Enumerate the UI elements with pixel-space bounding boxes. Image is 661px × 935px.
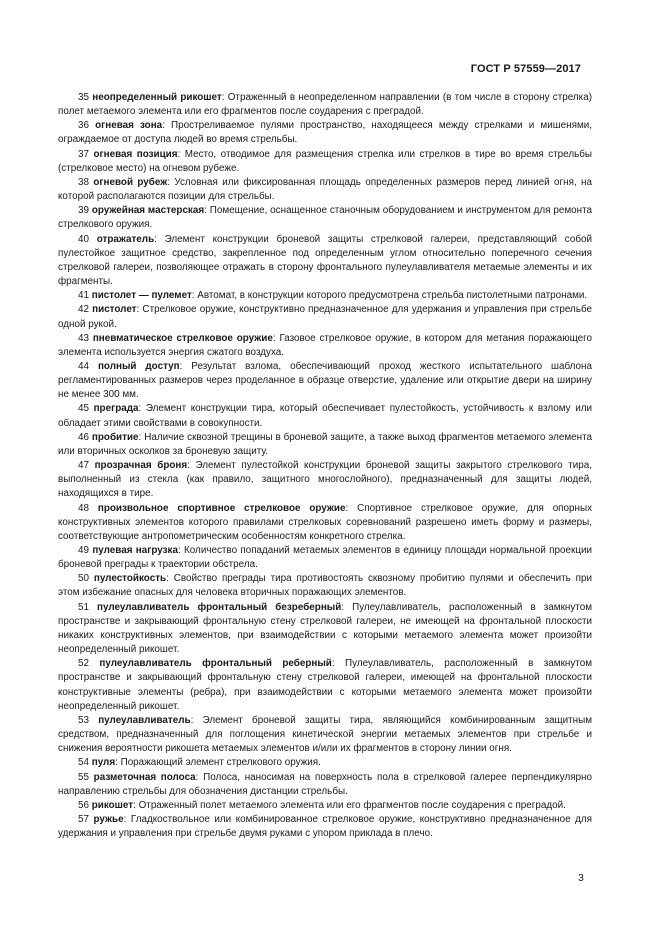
term-name: отражатель <box>96 233 155 245</box>
term-entry <box>58 544 592 572</box>
term-entry <box>58 459 592 501</box>
term-entry <box>58 756 592 770</box>
term-name: ружье <box>93 813 124 825</box>
term-name: пулестойкость <box>93 573 167 585</box>
term-entry <box>58 502 592 544</box>
term-number: 52 <box>78 658 89 670</box>
term-number: 35 <box>78 92 89 103</box>
term-name: пуля <box>91 757 116 769</box>
term-definition: : Помещение, оснащенное станочным оборудованием и инструментом для ремонта стрелкового оружия. <box>58 205 593 231</box>
term-entry <box>58 714 592 756</box>
term-number: 40 <box>78 233 89 245</box>
term-definition: : Элемент пулестойкой конструкции броневой защиты закрытого стрелкового тира, выполненный из стекла (как правило, защитного многослойного), предназначенный для защиты людей, находящихся в тире. <box>58 460 593 500</box>
term-definition: : Элемент броневой защиты тира, являющийся комбинированным защитным средством, предназначенный для поглощения кинетической энергии метаемых элементов при стрельбе и снижения вероятности рикошета метаемых элементов и/или их фрагментов в сторону линии огня. <box>58 714 592 755</box>
term-definition: : Условная или фиксированная площадь определенных размеров перед линией огня, на которой располагаются позиции для стрельбы. <box>58 176 592 203</box>
term-definition: : Автомат, в конструкции которого предусмотрена стрельба пистолетными патронами. <box>191 290 588 302</box>
term-number: 36 <box>78 120 89 132</box>
term-number: 47 <box>78 460 89 472</box>
term-definition: : Результат взлома, обеспечивающий проход жесткого испытательного шаблона регламентированных размеров через проделанное в образце отверстие, удаление или открытие двери на ширину не менее 300 мм. <box>58 360 592 401</box>
term-name: прозрачная броня <box>94 460 188 472</box>
term-definition: : Поражающий элемент стрелкового оружия. <box>115 757 321 769</box>
term-definition: : Элемент конструкции тира, который обеспечивает пулестойкость, устойчивость к взлому или обладает этими свойствами в совокупности. <box>58 403 592 429</box>
term-entry <box>58 303 592 331</box>
term-name: оружейная мастерская <box>91 205 205 217</box>
term-name: огневая позиция <box>93 148 178 160</box>
term-number: 46 <box>78 431 89 443</box>
term-definition: : Элемент конструкции броневой защиты стрелковой галереи, представляющий собой пулестойкое защитное средство, закрепленное под определенным углом относительно поперечного сечения стрелковой галереи, позволяющее отражать в сторону фронтального пулеулавливателя метаемые элементы и их фрагменты. <box>58 233 592 288</box>
term-definition: : Спортивное стрелковое оружие, для опорных конструктивных элементов которого правилами стрелковых соревнований разрешено иметь форму и размеры, соответствующие антропометрическим особенностям конкретного стрелка. <box>58 502 593 542</box>
term-name: пулеулавливатель <box>98 714 191 726</box>
term-name: пистолет — пулемет <box>91 290 192 302</box>
term-definition: : Стрелковое оружие, конструктивно предназначенное для удержания и управления при стрельбе одной рукой. <box>58 304 592 330</box>
term-name: пробитие <box>91 431 139 443</box>
term-number: 42 <box>78 304 89 316</box>
term-number: 57 <box>78 813 89 825</box>
term-number: 51 <box>78 601 89 613</box>
term-definition: : Пулеулавливатель, расположенный в замкнутом пространстве и закрывающий фронтальную стену стрелковой галереи, имеющей на фронтальной плоскости конструктивные элементы (ребра), при взаимодействии с которыми метаемого элемента может произойти неопределенный рикошет. <box>58 658 592 712</box>
term-definition: : Отраженный в неопределенном направлении (в том числе в сторону стрелка) полет метаемого элемента или его фрагментов после соударения с преградой. <box>58 92 592 118</box>
term-entry <box>58 813 592 841</box>
term-entry <box>58 402 592 430</box>
term-entry <box>58 431 592 459</box>
term-number: 41 <box>78 290 89 302</box>
term-definition: : Пулеулавливатель, расположенный в замкнутом пространстве и закрывающий фронтальную стену стрелковой галереи, не имеющей на фронтальной плоскости никаких конструктивных элементов, при взаимодействии с которыми метаемого элемента может произойти неопределенный рикошет. <box>58 601 592 656</box>
term-name: преграда <box>93 403 139 415</box>
document-header: ГОСТ Р 57559—2017 <box>470 63 581 75</box>
term-number: 55 <box>78 771 89 783</box>
term-entry <box>58 771 592 799</box>
term-entry <box>58 119 592 147</box>
term-entry <box>58 332 592 360</box>
term-entry <box>58 91 592 119</box>
term-number: 56 <box>78 799 89 811</box>
term-name: пулеулавливатель фронтальный безреберный <box>97 601 342 613</box>
terms-list <box>58 91 592 841</box>
term-entry <box>58 176 592 204</box>
term-name: пневматическое стрелковое оружие <box>92 332 273 344</box>
term-name: пистолет <box>92 304 137 316</box>
term-entry <box>58 148 592 176</box>
term-definition: : Полоса, наносимая на поверхность пола в стрелковой галерее перпендикулярно направлению стрельбы для обозначения дистанции стрельбы. <box>58 771 592 797</box>
term-name: полный доступ <box>97 360 180 372</box>
term-number: 45 <box>78 403 89 415</box>
term-number: 54 <box>78 757 89 769</box>
term-entry <box>58 799 592 813</box>
term-name: рикошет <box>91 799 134 811</box>
term-name: неопределенный рикошет <box>92 92 222 103</box>
term-definition: : Наличие сквозной трещины в броневой защите, а также выход фрагментов метаемого элемента или вторичных осколков за броневую защиту. <box>58 431 592 457</box>
term-definition: : Газовое стрелковое оружие, в котором для метания поражающего элемента используется энергия сжатого воздуха. <box>58 332 592 358</box>
term-number: 39 <box>78 205 89 217</box>
term-definition: : Свойство преграды тира противостоять сквозному пробитию пулями и обеспечить при этом избежание опасных для человека вторичных поражающих элементов. <box>58 573 593 599</box>
term-entry <box>58 572 592 600</box>
term-number: 48 <box>78 502 89 514</box>
term-entry <box>58 360 592 402</box>
term-name: пулеулавливатель фронтальный реберный <box>99 658 332 670</box>
page-number: 3 <box>578 872 584 884</box>
term-name: разметочная полоса <box>93 771 196 783</box>
term-entry <box>58 233 592 290</box>
term-definition: : Количество попаданий метаемых элементов в единицу площади нормальной проекции броневой преграды к траектории обстрела. <box>58 545 593 571</box>
term-entry <box>58 289 592 303</box>
term-entry <box>58 204 592 232</box>
term-number: 49 <box>78 545 89 556</box>
term-definition: : Отраженный полет метаемого элемента или его фрагментов после соударения с преградой. <box>133 799 566 811</box>
term-number: 50 <box>78 573 89 585</box>
term-number: 38 <box>78 176 89 188</box>
term-number: 53 <box>78 714 89 726</box>
term-definition: : Простреливаемое пулями пространство, находящееся между стрелками и мишенями, ограждаемое от доступа людей во время стрельбы. <box>58 120 592 146</box>
term-number: 43 <box>78 332 89 344</box>
term-name: огневой рубеж <box>93 176 168 188</box>
term-entry <box>58 601 592 658</box>
term-definition: : Гладкоствольное или комбинированное стрелковое оружие, конструктивно предназначенное для удержания и управления при стрельбе двумя руками с упором приклада в плечо. <box>58 813 593 840</box>
term-number: 37 <box>78 148 89 160</box>
term-name: пулевая нагрузка <box>92 545 178 556</box>
term-definition: : Место, отводимое для размещения стрелка или стрелков в тире во время стрельбы (стрелковое место) на огневом рубеже. <box>58 148 592 174</box>
term-name: произвольное спортивное стрелковое оружие <box>97 502 346 514</box>
term-name: огневая зона <box>95 120 163 132</box>
term-number: 44 <box>78 360 89 372</box>
term-entry <box>58 657 592 714</box>
